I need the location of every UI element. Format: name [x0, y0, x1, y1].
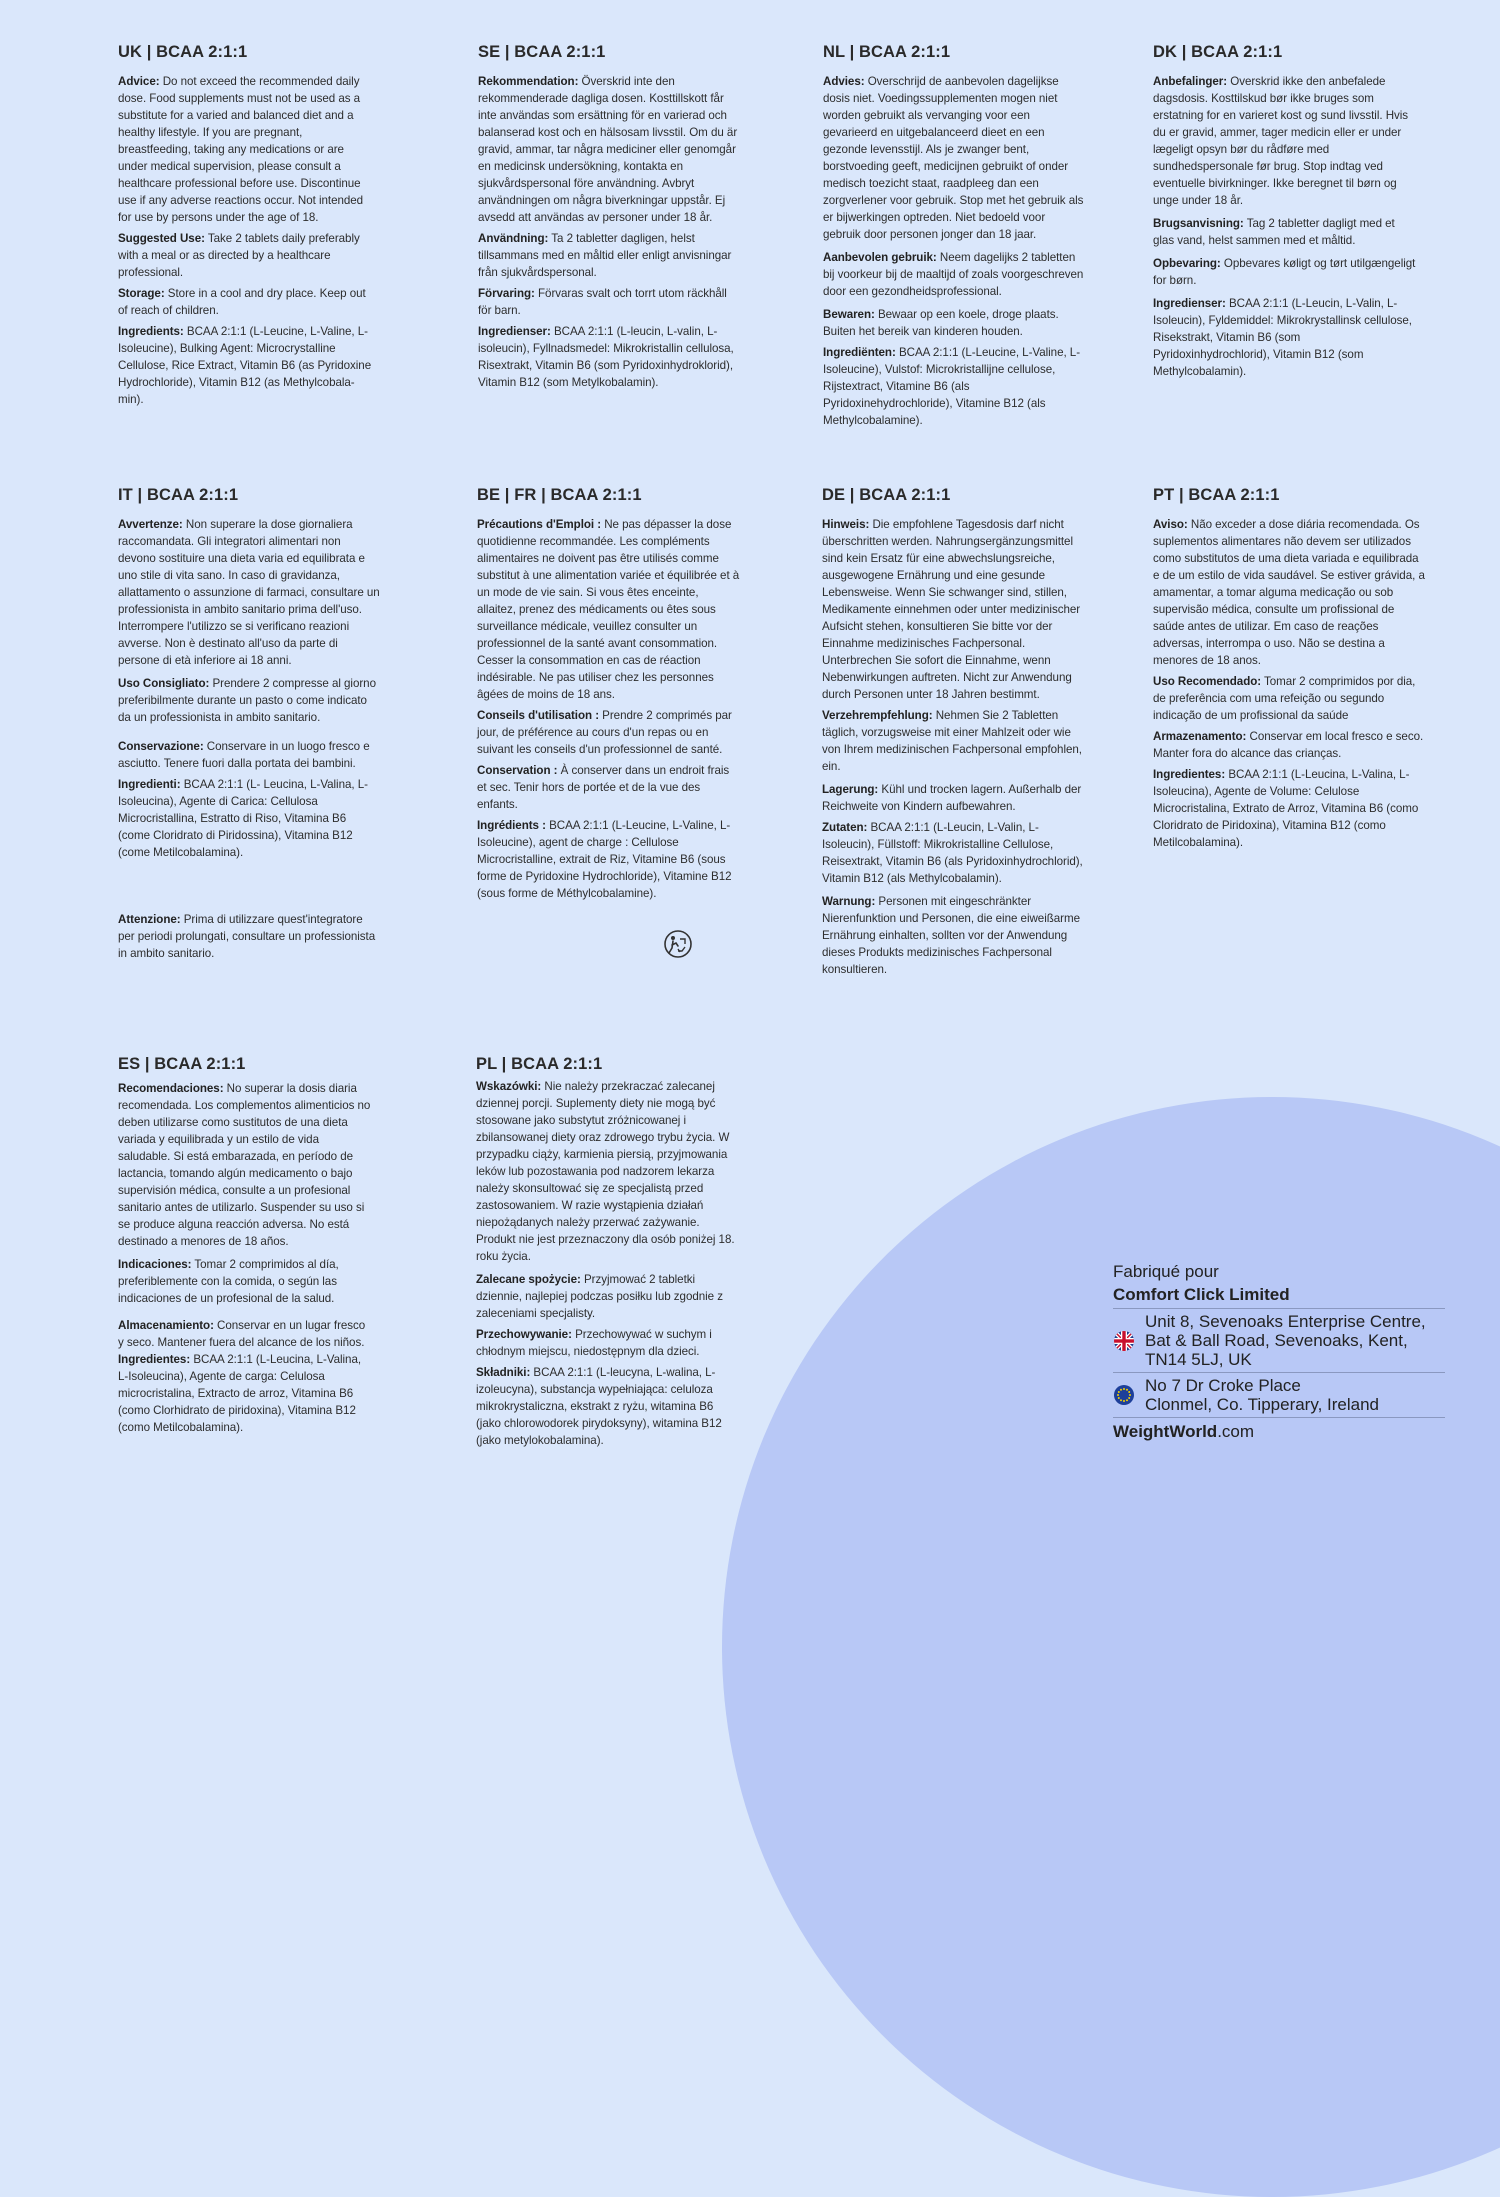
- address-line: Clonmel, Co. Tipperary, Ireland: [1145, 1395, 1380, 1414]
- section-header: BE | FR | BCAA 2:1:1: [477, 486, 642, 504]
- ingredients-paragraph: Zutaten: BCAA 2:1:1 (L-Leucin, L-Valin, L-Isoleucin), Füllstoff: Mikrokristalline Cellulose, Reisextrakt, Vitamin B6 (als Pyridoxinhydrochlorid), Vitamin B12 (als Methylcobalamin).: [822, 821, 1083, 885]
- advice-paragraph: Aviso: Não exceder a dose diária recomendada. Os suplementos alimentares não devem ser utilizados como substitutos de uma dieta variada e equilibrada e de um estilo de vida saudável. Se estiver grávida, a amamentar, a tomar alguma medicação ou sob supervisão médica, consulte um profissional de saúde antes de utilizar. Em caso de reações adversas, interrompa o uso. Não se destina a menores de 18 anos.: [1153, 518, 1425, 667]
- uk-flag-icon: [1113, 1330, 1135, 1352]
- address-line: Bat & Ball Road, Sevenoaks, Kent,: [1145, 1331, 1408, 1350]
- section-header: PT | BCAA 2:1:1: [1153, 486, 1280, 504]
- advice-paragraph: Recomendaciones: No superar la dosis diaria recomendada. Los complementos alimenticios no deben utilizarse como sustitutos de una dieta variada y equilibrada y un estilo de vida saludable. Si está embarazada, en período de lactancia, tomando algún medicamento o bajo supervisión médica, consulte a un profesional sanitario antes de utilizarlo. Suspender su uso si se produce alguna reacción adversa. No está destinado a menores de 18 años.: [118, 1082, 371, 1248]
- section-nl: [823, 42, 1085, 433]
- section-pl: [476, 1054, 741, 1453]
- advice-paragraph: Advies: Overschrijd de aanbevolen dagelijkse dosis niet. Voedingssupplementen mogen niet worden gebruikt als vervanging voor een gevarieerd en uitgebalanceerd dieet en een gezonde levensstijl. Als je zwanger bent, borstvoeding geeft, medicijnen gebruikt of onder medisch toezicht staat, raadpleeg dan een zorgverlener voor gebruik. Stop met het gebruik als er bijwerkingen optreden. Niet bedoeld voor gebruik door personen jonger dan 18 jaar.: [823, 75, 1084, 241]
- section-header: SE | BCAA 2:1:1: [478, 43, 606, 61]
- triman-recycling-icon: [663, 929, 693, 959]
- section-header: DK | BCAA 2:1:1: [1153, 43, 1283, 61]
- advice-paragraph: Avvertenze: Non superare la dose giornaliera raccomandata. Gli integratori alimentari non devono sostituire una dieta varia ed equilibrata e uno stile di vita sano. In caso di gravidanza, allattamento o assunzione di farmaci, consultare un professionista in ambito sanitario prima dell'uso. Interrompere l'utilizzo se si verificano reazioni avverse. Non è destinato all'uso da parte di persone di età inferiore ai 18 anni.: [118, 518, 380, 667]
- advice-paragraph: Advice: Do not exceed the recommended daily dose. Food supplements must not be used as a substitute for a varied and balanced diet and a healthy lifestyle. If you are pregnant, breastfeeding, taking any medications or are under medical supervision, please consult a healthcare professional before use. Discontinue use if any adverse reactions occur. Not intended for use by persons under the age of 18.: [118, 75, 364, 224]
- storage-paragraph: Förvaring: Förvaras svalt och torrt utom räckhåll för barn.: [478, 287, 727, 317]
- ingredients-paragraph: Ingrédients : BCAA 2:1:1 (L-Leucine, L-Valine, L-Isoleucine), agent de charge : Cellulose Microcristalline, extrait de Riz, Vitamine B6 (sous forme de Pyridoxine Hydrochloride), Vitamine B12 (sous forme de Méthylcobalamine).: [477, 819, 732, 900]
- section-header: UK | BCAA 2:1:1: [118, 43, 248, 61]
- advice-paragraph: Hinweis: Die empfohlene Tagesdosis darf nicht überschritten werden. Nahrungsergänzungsmittel sind kein Ersatz für eine abwechslungsreiche, ausgewogene Ernährung und eine gesunde Lebensweise. Wenn Sie schwanger sind, stillen, Medikamente einnehmen oder unter medizinischer Aufsicht stehen, konsultieren Sie bitte vor der Einnahme medizinisches Fachpersonal. Unterbrechen Sie sofort die Einnahme, wenn Nebenwirkungen auftreten. Nicht zur Anwendung durch Personen unter 18 Jahren bestimmt.: [822, 518, 1081, 701]
- storage-paragraph: Opbevaring: Opbevares køligt og tørt utilgængeligt for børn.: [1153, 257, 1416, 287]
- uk-address: [1113, 1309, 1445, 1373]
- usage-paragraph: Conseils d'utilisation : Prendre 2 comprimés par jour, de préférence au cours d'un repas ou en suivant les conseils d'un professionnel de santé.: [477, 709, 732, 756]
- storage-paragraph: Conservation : À conserver dans un endroit frais et sec. Tenir hors de portée et de la vue des enfants.: [477, 764, 730, 811]
- section-de: [822, 485, 1088, 982]
- eu-flag-icon: [1113, 1384, 1135, 1406]
- section-pt: [1153, 485, 1425, 855]
- address-line: No 7 Dr Croke Place: [1145, 1376, 1301, 1395]
- storage-paragraph: Armazenamento: Conservar em local fresco e seco. Manter fora do alcance das crianças.: [1153, 730, 1424, 760]
- section-se: [478, 42, 740, 395]
- section-header: PL | BCAA 2:1:1: [476, 1055, 603, 1073]
- ingredients-paragraph: Ingredienser: BCAA 2:1:1 (L-leucin, L-valin, L-isoleucin), Fyllnadsmedel: Mikrokristallin cellulosa, Risextrakt, Vitamin B6 (som Pyridoxinhydroklorid), Vitamin B12 (som Metylkobalamin).: [478, 325, 734, 389]
- storage-paragraph: Przechowywanie: Przechowywać w suchym i chłodnym miejscu, niedostępnym dla dzieci.: [476, 1328, 712, 1358]
- advice-paragraph: Anbefalinger: Overskrid ikke den anbefalede dagsdosis. Kosttilskud bør ikke bruges som erstatning for en varieret kost og sund livsstil. Hvis du er gravid, ammer, tager medicin eller er under lægeligt opsyn bør du rådføre med sundhedspersonale før brug. Stop indtag ved eventuelle bivirkninger. Ikke beregnet til børn og unge under 18 år.: [1153, 75, 1409, 207]
- section-header: ES | BCAA 2:1:1: [118, 1055, 246, 1073]
- ingredients-paragraph: Składniki: BCAA 2:1:1 (L-leucyna, L-walina, L-izoleucyna), substancja wypełniająca: celuloza mikrokrystaliczna, ekstrakt z ryżu, witamina B6 (jako chlorowodorek pirydoksyny), witamina B12 (jako metylokobalamina).: [476, 1366, 722, 1447]
- advice-paragraph: Wskazówki: Nie należy przekraczać zalecanej dziennej porcji. Suplementy diety nie mogą być stosowane jako substytut zróżnicowanej i zbilansowanej diety oraz zdrowego trybu życia. W przypadku ciąży, karmienia piersią, przyjmowania leków lub pozostawania pod nadzorem lekarza należy skonsultować się ze specjalistą przed zastosowaniem. W razie wystąpienia działań niepożądanych należy przerwać zażywanie. Produkt nie jest przeznaczony dla osób poniżej 18. roku życia.: [476, 1080, 735, 1263]
- usage-paragraph: Suggested Use: Take 2 tablets daily preferably with a meal or as directed by a healthcare professional.: [118, 232, 360, 279]
- advice-paragraph: Rekommendation: Överskrid inte den rekommenderade dagliga dosen. Kosttillskott får inte användas som ersättning för en varierad och balanserad kost och en hälsosam livsstil. Om du är gravid, ammar, tar några mediciner eller genomgår en medicinsk undersökning, kontakta en sjukvårdspersonal före användning. Avbryt användningen om några biverkningar uppstår. Ej avsedd att användas av personer under 18 år.: [478, 75, 738, 224]
- section-es: [118, 1054, 373, 1440]
- warning-paragraph: Attenzione: Prima di utilizzare quest'integratore per periodi prolungati, consultare un professionista in ambito sanitario.: [118, 913, 376, 960]
- ingredients-paragraph: Ingredienser: BCAA 2:1:1 (L-Leucin, L-Valin, L-Isoleucin), Fyldemiddel: Mikrokrystallinsk cellulose, Risekstrakt, Vitamin B6 (som Pyridoxinhydrochlorid), Vitamin B12 (som Methylcobalamin).: [1153, 297, 1412, 378]
- manufacturer-title: Fabriqué pour: [1113, 1262, 1219, 1281]
- storage-paragraph: Almacenamiento: Conservar en un lugar fresco y seco. Mantener fuera del alcance de los niños.: [118, 1319, 366, 1349]
- ingredients-paragraph: Ingredientes: BCAA 2:1:1 (L-Leucina, L-Valina, L-Isoleucina), Agente de carga: Celulosa microcristalina, Extracto de arroz, Vitamina B6 (como Clorhidrato de piridoxina), Vitamina B12 (como Metilcobalamina).: [118, 1353, 362, 1434]
- eu-address: [1113, 1373, 1445, 1418]
- usage-paragraph: Indicaciones: Tomar 2 comprimidos al día, preferiblemente con la comida, o según las indicaciones de un profesional de la salud.: [118, 1258, 339, 1305]
- advice-paragraph: Précautions d'Emploi : Ne pas dépasser la dose quotidienne recommandée. Les compléments alimentaires ne doivent pas être utilisés comme substitut à une alimentation variée et équilibrée et à un mode de vie sain. Si vous êtes enceinte, allaitez, prenez des médicaments ou êtes sous surveillance médicale, veuillez consulter un professionnel de la santé avant consommation. Cesser la consommation en cas de réaction indésirable. Ne pas utiliser chez les personnes âgées de moins de 18 ans.: [477, 518, 740, 701]
- section-dk: [1153, 42, 1418, 384]
- section-header: IT | BCAA 2:1:1: [118, 486, 239, 504]
- storage-paragraph: Conservazione: Conservare in un luogo fresco e asciutto. Tenere fuori dalla portata dei bambini.: [118, 740, 370, 770]
- warning-paragraph: Warnung: Personen mit eingeschränkter Nierenfunktion und Personen, die eine eiweißarme Ernährung einhalten, sollten vor der Anwendung dieses Produkts medizinisches Fachpersonal konsultieren.: [822, 895, 1080, 976]
- usage-paragraph: Användning: Ta 2 tabletter dagligen, helst tillsammans med en måltid eller enligt anvisningar från sjukvårdspersonal.: [478, 232, 732, 279]
- manufacturer-company: Comfort Click Limited: [1113, 1284, 1445, 1309]
- usage-paragraph: Zalecane spożycie: Przyjmować 2 tabletki dziennie, najlepiej podczas posiłku lub zgodnie z zaleceniami specjalisty.: [476, 1273, 723, 1320]
- address-line: Unit 8, Sevenoaks Enterprise Centre,: [1145, 1312, 1426, 1331]
- usage-paragraph: Uso Recomendado: Tomar 2 comprimidos por dia, de preferência com uma refeição ou segundo indicação de um profissional da saúde: [1153, 675, 1416, 722]
- section-header: NL | BCAA 2:1:1: [823, 43, 951, 61]
- usage-paragraph: Uso Consigliato: Prendere 2 compresse al giorno preferibilmente durante un pasto o come indicato da un professionista in ambito sanitario.: [118, 677, 376, 724]
- ingredients-paragraph: Ingredienti: BCAA 2:1:1 (L- Leucina, L-Valina, L-Isoleucina), Agente di Carica: Cellulosa Microcristallina, Estratto di Riso, Vitamina B6 (come Cloridrato di Piridossina), Vitamina B12 (come Metilcobalamina).: [118, 778, 368, 859]
- ingredients-paragraph: Ingredients: BCAA 2:1:1 (L-Leucine, L-Valine, L-Isoleucine), Bulking Agent: Microcrystalline Cellulose, Rice Extract, Vitamin B6 (as Pyridoxine Hydrochloride), Vitamin B12 (as Methylcobala-min).: [118, 325, 372, 406]
- ingredients-paragraph: Ingredientes: BCAA 2:1:1 (L-Leucina, L-Valina, L-Isoleucina), Agente de Volume: Celulose Microcristalina, Extrato de Arroz, Vitamina B6 (como Cloridrato de Piridoxina), Vitamina B12 (como Metilcobalamina).: [1153, 768, 1419, 849]
- storage-paragraph: Storage: Store in a cool and dry place. Keep out of reach of children.: [118, 287, 366, 317]
- section-be-fr: [477, 485, 740, 906]
- section-uk: [118, 42, 373, 412]
- manufacturer-info: [1113, 1261, 1445, 1443]
- section-it: [118, 485, 380, 966]
- storage-paragraph: Lagerung: Kühl und trocken lagern. Außerhalb der Reichweite von Kindern aufbewahren.: [822, 783, 1082, 813]
- storage-paragraph: Bewaren: Bewaar op een koele, droge plaats. Buiten het bereik van kinderen houden.: [823, 308, 1059, 338]
- brand-website: WeightWorld.com: [1113, 1422, 1255, 1441]
- usage-paragraph: Aanbevolen gebruik: Neem dagelijks 2 tabletten bij voorkeur bij de maaltijd of zoals voorgeschreven door een gezondheidsprofessional.: [823, 251, 1084, 298]
- ingredients-paragraph: Ingrediënten: BCAA 2:1:1 (L-Leucine, L-Valine, L-Isoleucine), Vulstof: Microkristallijne cellulose, Rijstextract, Vitamine B6 (als Pyridoxinehydrochloride), Vitamine B12 (als Methylcobalamine).: [823, 346, 1081, 427]
- usage-paragraph: Verzehrempfehlung: Nehmen Sie 2 Tabletten täglich, vorzugsweise mit einer Mahlzeit oder wie von Ihrem medizinischen Fachpersonal empfohlen, ein.: [822, 709, 1082, 773]
- address-line: TN14 5LJ, UK: [1145, 1350, 1252, 1369]
- usage-paragraph: Brugsanvisning: Tag 2 tabletter dagligt med et glas vand, helst sammen med et måltid.: [1153, 217, 1395, 247]
- section-header: DE | BCAA 2:1:1: [822, 486, 951, 504]
